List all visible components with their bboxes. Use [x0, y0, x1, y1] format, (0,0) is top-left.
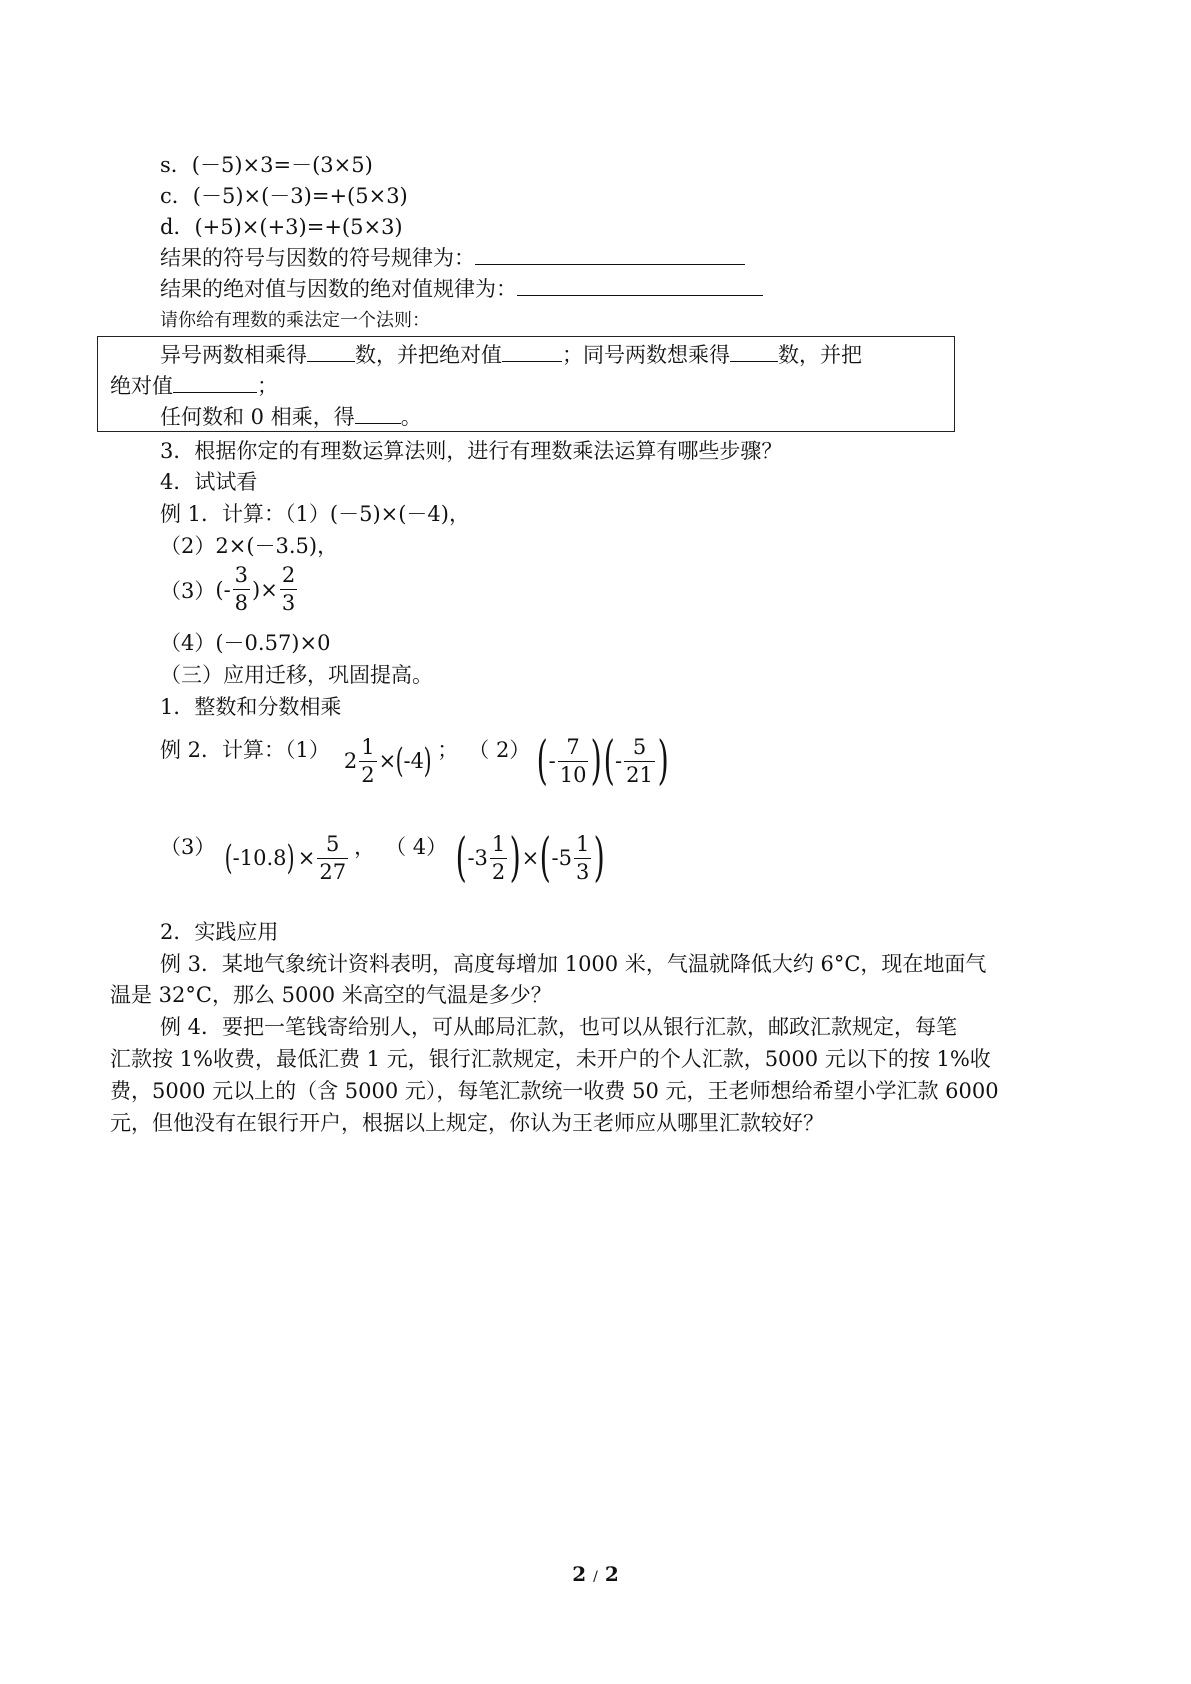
rule-blank-5[interactable] — [355, 403, 401, 424]
denominator: 27 — [319, 859, 347, 884]
denominator: 3 — [281, 591, 296, 615]
example-1-part-2: （2）2×(－3.5)， — [160, 534, 339, 558]
fraction — [490, 831, 507, 884]
section-3: 3．根据你定的有理数运算法则，进行有理数乘法运算有哪些步骤？ — [160, 439, 783, 463]
example-3-line-1: 例 3．某地气象统计资料表明，高度每增加 1000 米，气温就降低大约 6°C，现在地面气 — [160, 952, 987, 976]
abs-rule-line — [160, 274, 763, 304]
right-paren: ) — [423, 741, 432, 781]
right-paren: ) — [509, 828, 522, 888]
separator: ； — [437, 738, 459, 762]
example-4-line-3: 费，5000 元以上的（含 5000 元），每笔汇款统一收费 50 元，王老师想给希望小学汇款 6000 — [110, 1079, 999, 1103]
separator: ， — [354, 835, 376, 859]
rule-blank-2[interactable] — [502, 341, 562, 362]
current-page: 2 — [572, 1562, 587, 1586]
line-d: d．(+5)×(+3)=+(5×3) — [160, 215, 403, 239]
total-pages: 2 — [604, 1562, 619, 1586]
rule-line-1 — [160, 340, 862, 370]
fraction — [574, 831, 591, 884]
example-2-row-1 — [160, 731, 669, 791]
denominator: 21 — [626, 762, 653, 787]
page-number — [0, 1562, 1191, 1586]
fraction — [558, 734, 589, 787]
fraction — [280, 565, 297, 614]
example-4-line-2: 汇款按 1%收费，最低汇费 1 元，银行汇款规定，未开户的个人汇款，5000 元以下的按 1%收 — [110, 1047, 991, 1071]
math-text: (- — [215, 577, 231, 602]
mixed-whole: -5 — [551, 846, 572, 870]
times-sign: × — [378, 749, 397, 773]
mixed-whole: 2 — [343, 749, 358, 773]
times-sign: × — [297, 846, 316, 870]
right-paren: ) — [286, 838, 295, 878]
rule-text: 绝对值 — [110, 374, 173, 398]
part-label: （3） — [160, 835, 216, 859]
section-4: 4．试试看 — [160, 470, 258, 494]
denominator: 2 — [491, 859, 506, 884]
example-1-part-3 — [160, 565, 299, 614]
fraction — [359, 734, 376, 787]
rule-text: 任何数和 0 相乘，得 — [160, 405, 355, 429]
right-paren: ) — [591, 731, 603, 791]
example-2-row-2 — [160, 828, 606, 888]
left-paren: ( — [539, 828, 551, 888]
line-c: c．(－5)×(－3)=+(5×3) — [160, 184, 408, 208]
right-paren: ) — [657, 731, 669, 791]
subsection-1: 1．整数和分数相乘 — [160, 695, 342, 719]
example-3-line-2: 温是 32°C，那么 5000 米高空的气温是多少？ — [110, 983, 552, 1007]
math-text: -10.8 — [232, 846, 287, 870]
sign-rule-line — [160, 243, 745, 273]
numerator: 1 — [490, 834, 507, 859]
abs-rule-label: 结果的绝对值与因数的绝对值规律为： — [160, 277, 517, 301]
example-4-line-1: 例 4．要把一笔钱寄给别人，可从邮局汇款，也可以从银行汇款，邮政汇款规定，每笔 — [160, 1015, 958, 1039]
rule-text: 数，并把绝对值 — [355, 343, 502, 367]
rule-blank-1[interactable] — [307, 341, 355, 362]
left-paren: ( — [536, 731, 549, 791]
minus-sign: - — [548, 749, 556, 773]
sign-rule-blank[interactable] — [475, 244, 745, 265]
numerator: 5 — [317, 834, 348, 859]
example-2-heading: 例 2．计算：（1） — [160, 738, 330, 762]
part-label: （ 4） — [385, 835, 448, 859]
rule-line-3 — [160, 402, 422, 432]
math-text: -4 — [403, 749, 424, 773]
part-label: （ 2） — [468, 738, 531, 762]
right-paren: ) — [593, 828, 606, 888]
rule-prompt: 请你给有理数的乘法定一个法则： — [160, 310, 430, 331]
numerator: 2 — [280, 565, 297, 590]
page-separator: / — [593, 1569, 598, 1585]
numerator: 3 — [233, 565, 250, 590]
fraction — [317, 831, 348, 884]
sign-rule-label: 结果的符号与因数的符号规律为： — [160, 246, 475, 270]
denominator: 10 — [559, 762, 587, 787]
minus-sign: - — [615, 749, 623, 773]
left-paren: ( — [395, 741, 404, 781]
fraction — [233, 565, 250, 614]
part-label: （3） — [160, 578, 216, 603]
subsection-2: 2．实践应用 — [160, 920, 279, 944]
numerator: 1 — [359, 737, 376, 762]
fraction — [624, 734, 655, 787]
line-s: s．(－5)×3=－(3×5) — [160, 153, 373, 177]
denominator: 3 — [575, 859, 590, 884]
left-paren: ( — [603, 731, 615, 791]
denominator: 2 — [361, 762, 375, 787]
rule-line-2 — [110, 371, 278, 401]
numerator: 7 — [558, 737, 589, 762]
rule-text: 异号两数相乘得 — [160, 343, 307, 367]
math-text: )× — [252, 577, 278, 602]
denominator: 8 — [234, 591, 249, 615]
part-3-heading: （三）应用迁移，巩固提高。 — [160, 663, 433, 687]
example-1-heading: 例 1．计算：（1）(－5)×(－4)， — [160, 502, 470, 526]
rule-text: ；同号两数想乘得 — [562, 343, 730, 367]
example-1-part-4: （4）(－0.57)×0 — [160, 631, 331, 655]
rule-text: ； — [257, 374, 278, 398]
rule-text: 数，并把 — [778, 343, 862, 367]
left-paren: ( — [455, 828, 467, 888]
mixed-whole: -3 — [467, 846, 488, 870]
rule-blank-3[interactable] — [730, 341, 778, 362]
left-paren: ( — [225, 838, 233, 878]
times-sign: × — [521, 846, 540, 870]
abs-rule-blank[interactable] — [517, 275, 763, 296]
numerator: 5 — [624, 737, 655, 762]
rule-blank-4[interactable] — [173, 372, 257, 393]
rule-text: 。 — [400, 405, 422, 429]
numerator: 1 — [574, 834, 591, 859]
example-4-line-4: 元，但他没有在银行开户，根据以上规定，你认为王老师应从哪里汇款较好？ — [110, 1111, 824, 1135]
